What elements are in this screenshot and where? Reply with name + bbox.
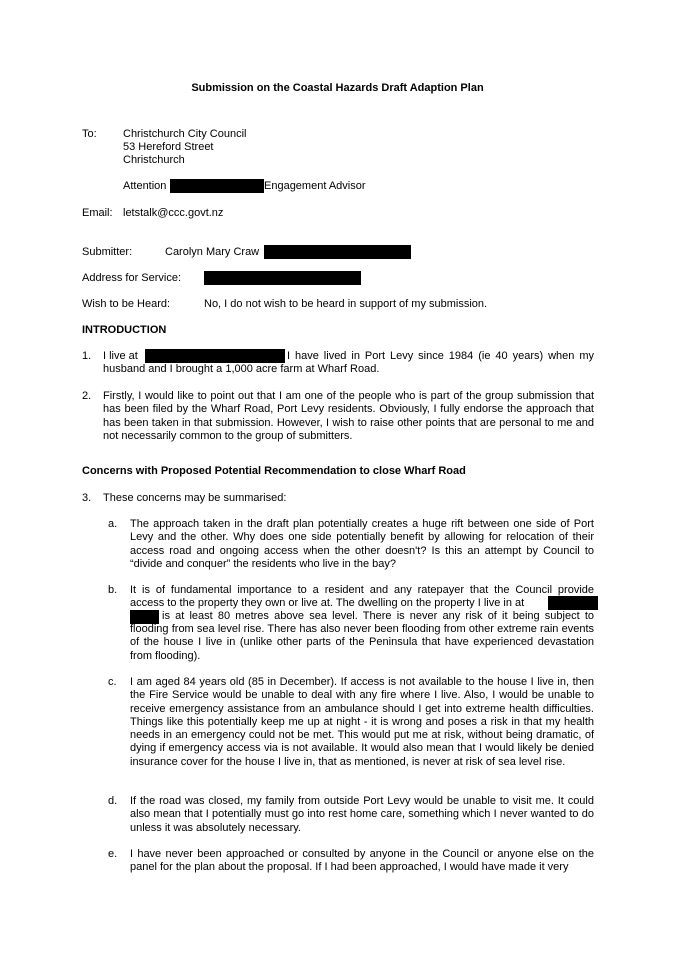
item-b-line-2: access to the property they own or live at. The dwelling on the property I live in at bbox=[130, 597, 525, 609]
para-1-rest-2: husband and I brought a 1,000 acre farm at Wharf Road. bbox=[103, 363, 380, 375]
redaction-box bbox=[145, 349, 285, 363]
item-c-letter: c. bbox=[108, 676, 117, 688]
document-title: Submission on the Coastal Hazards Draft Adaption Plan bbox=[191, 82, 484, 94]
item-d-letter: d. bbox=[108, 795, 118, 807]
to-line-3: Christchurch bbox=[123, 154, 185, 166]
para-1-lead: I live at bbox=[103, 350, 138, 362]
wish-label: Wish to be Heard: bbox=[82, 298, 171, 310]
item-a-text: The approach taken in the draft plan potentially creates a huge rift between one side of Port Levy and the other. Why does one side potentially benefit by allowing for relocation of their access road and ongoing access when the other doesn't? Is this an attempt by Council to “divide and conquer” the residents who live in the bay? bbox=[130, 518, 594, 570]
wish-value: No, I do not wish to be heard in support of my submission. bbox=[204, 298, 488, 310]
item-b-line-3: is at least 80 metres above sea level. There is never any risk of it being subject to bbox=[162, 610, 594, 622]
attention-label: Attention bbox=[123, 180, 167, 192]
email-label: Email: bbox=[82, 207, 113, 219]
para-3-text: These concerns may be summarised: bbox=[103, 492, 287, 504]
submitter-value: Carolyn Mary Craw bbox=[165, 246, 260, 258]
item-b-rest: flooding from sea level rise. There has also never been flooding from other extreme rain events of the house I live in (unlike other parts of the Peninsula that have experienced devastation from flooding). bbox=[130, 623, 594, 662]
redaction-box bbox=[204, 271, 361, 285]
para-1-rest-1: I have lived in Port Levy since 1984 (ie 40 years) when my bbox=[287, 350, 594, 362]
item-a-letter: a. bbox=[108, 518, 118, 530]
to-line-1: Christchurch City Council bbox=[123, 128, 247, 140]
to-label: To: bbox=[82, 128, 97, 140]
concerns-heading: Concerns with Proposed Potential Recommendation to close Wharf Road bbox=[82, 465, 466, 477]
para-2-text: Firstly, I would like to point out that I am one of the people who is part of the group submission that has been filed by the Wharf Road, Port Levy residents. Obviously, I fully endorse the approach that has been taken in that submission. However, I wish to raise other points that are personal to me and not necessarily common to the group of submitters. bbox=[103, 390, 594, 442]
email-value: letstalk@ccc.govt.nz bbox=[123, 207, 224, 219]
submitter-label: Submitter: bbox=[82, 246, 133, 258]
item-b-line-1: It is of fundamental importance to a resident and any ratepayer that the Council provide bbox=[130, 584, 594, 596]
para-2-number: 2. bbox=[82, 390, 92, 402]
to-line-2: 53 Hereford Street bbox=[123, 141, 214, 153]
attention-role: Engagement Advisor bbox=[264, 180, 366, 192]
item-e-letter: e. bbox=[108, 848, 118, 860]
item-d-text: If the road was closed, my family from outside Port Levy would be unable to visit me. It could also mean that I potentially must go into rest home care, something which I never wanted to do unless it was absolutely necessary. bbox=[130, 795, 594, 834]
para-1-number: 1. bbox=[82, 350, 92, 362]
item-e-text: I have never been approached or consulted by anyone in the Council or anyone else on the panel for the plan about the proposal. If I had been approached, I would have made it very bbox=[130, 848, 594, 874]
para-3-number: 3. bbox=[82, 492, 92, 504]
redaction-box bbox=[170, 179, 264, 193]
address-label: Address for Service: bbox=[82, 272, 182, 284]
redaction-box bbox=[130, 610, 159, 624]
intro-heading: INTRODUCTION bbox=[82, 324, 167, 336]
redaction-box bbox=[264, 245, 411, 259]
item-c-text: I am aged 84 years old (85 in December). If access is not available to the house I live in, then the Fire Service would be unable to deal with any fire where I live. Also, I would be unable to receive emergency assistance from an ambulance should I get into extreme health difficulties. Things like this potentially keep me up at night - it is wrong and poses a risk in that my health needs in an emergency could not be met. This would put me at risk, without being dramatic, of dying if emergency access via is not available. It would also mean that I would likely be denied insurance cover for the house I live in, that as mentioned, is never at risk of sea level rise. bbox=[130, 676, 594, 768]
item-b-letter: b. bbox=[108, 584, 118, 596]
redaction-box bbox=[548, 596, 598, 610]
